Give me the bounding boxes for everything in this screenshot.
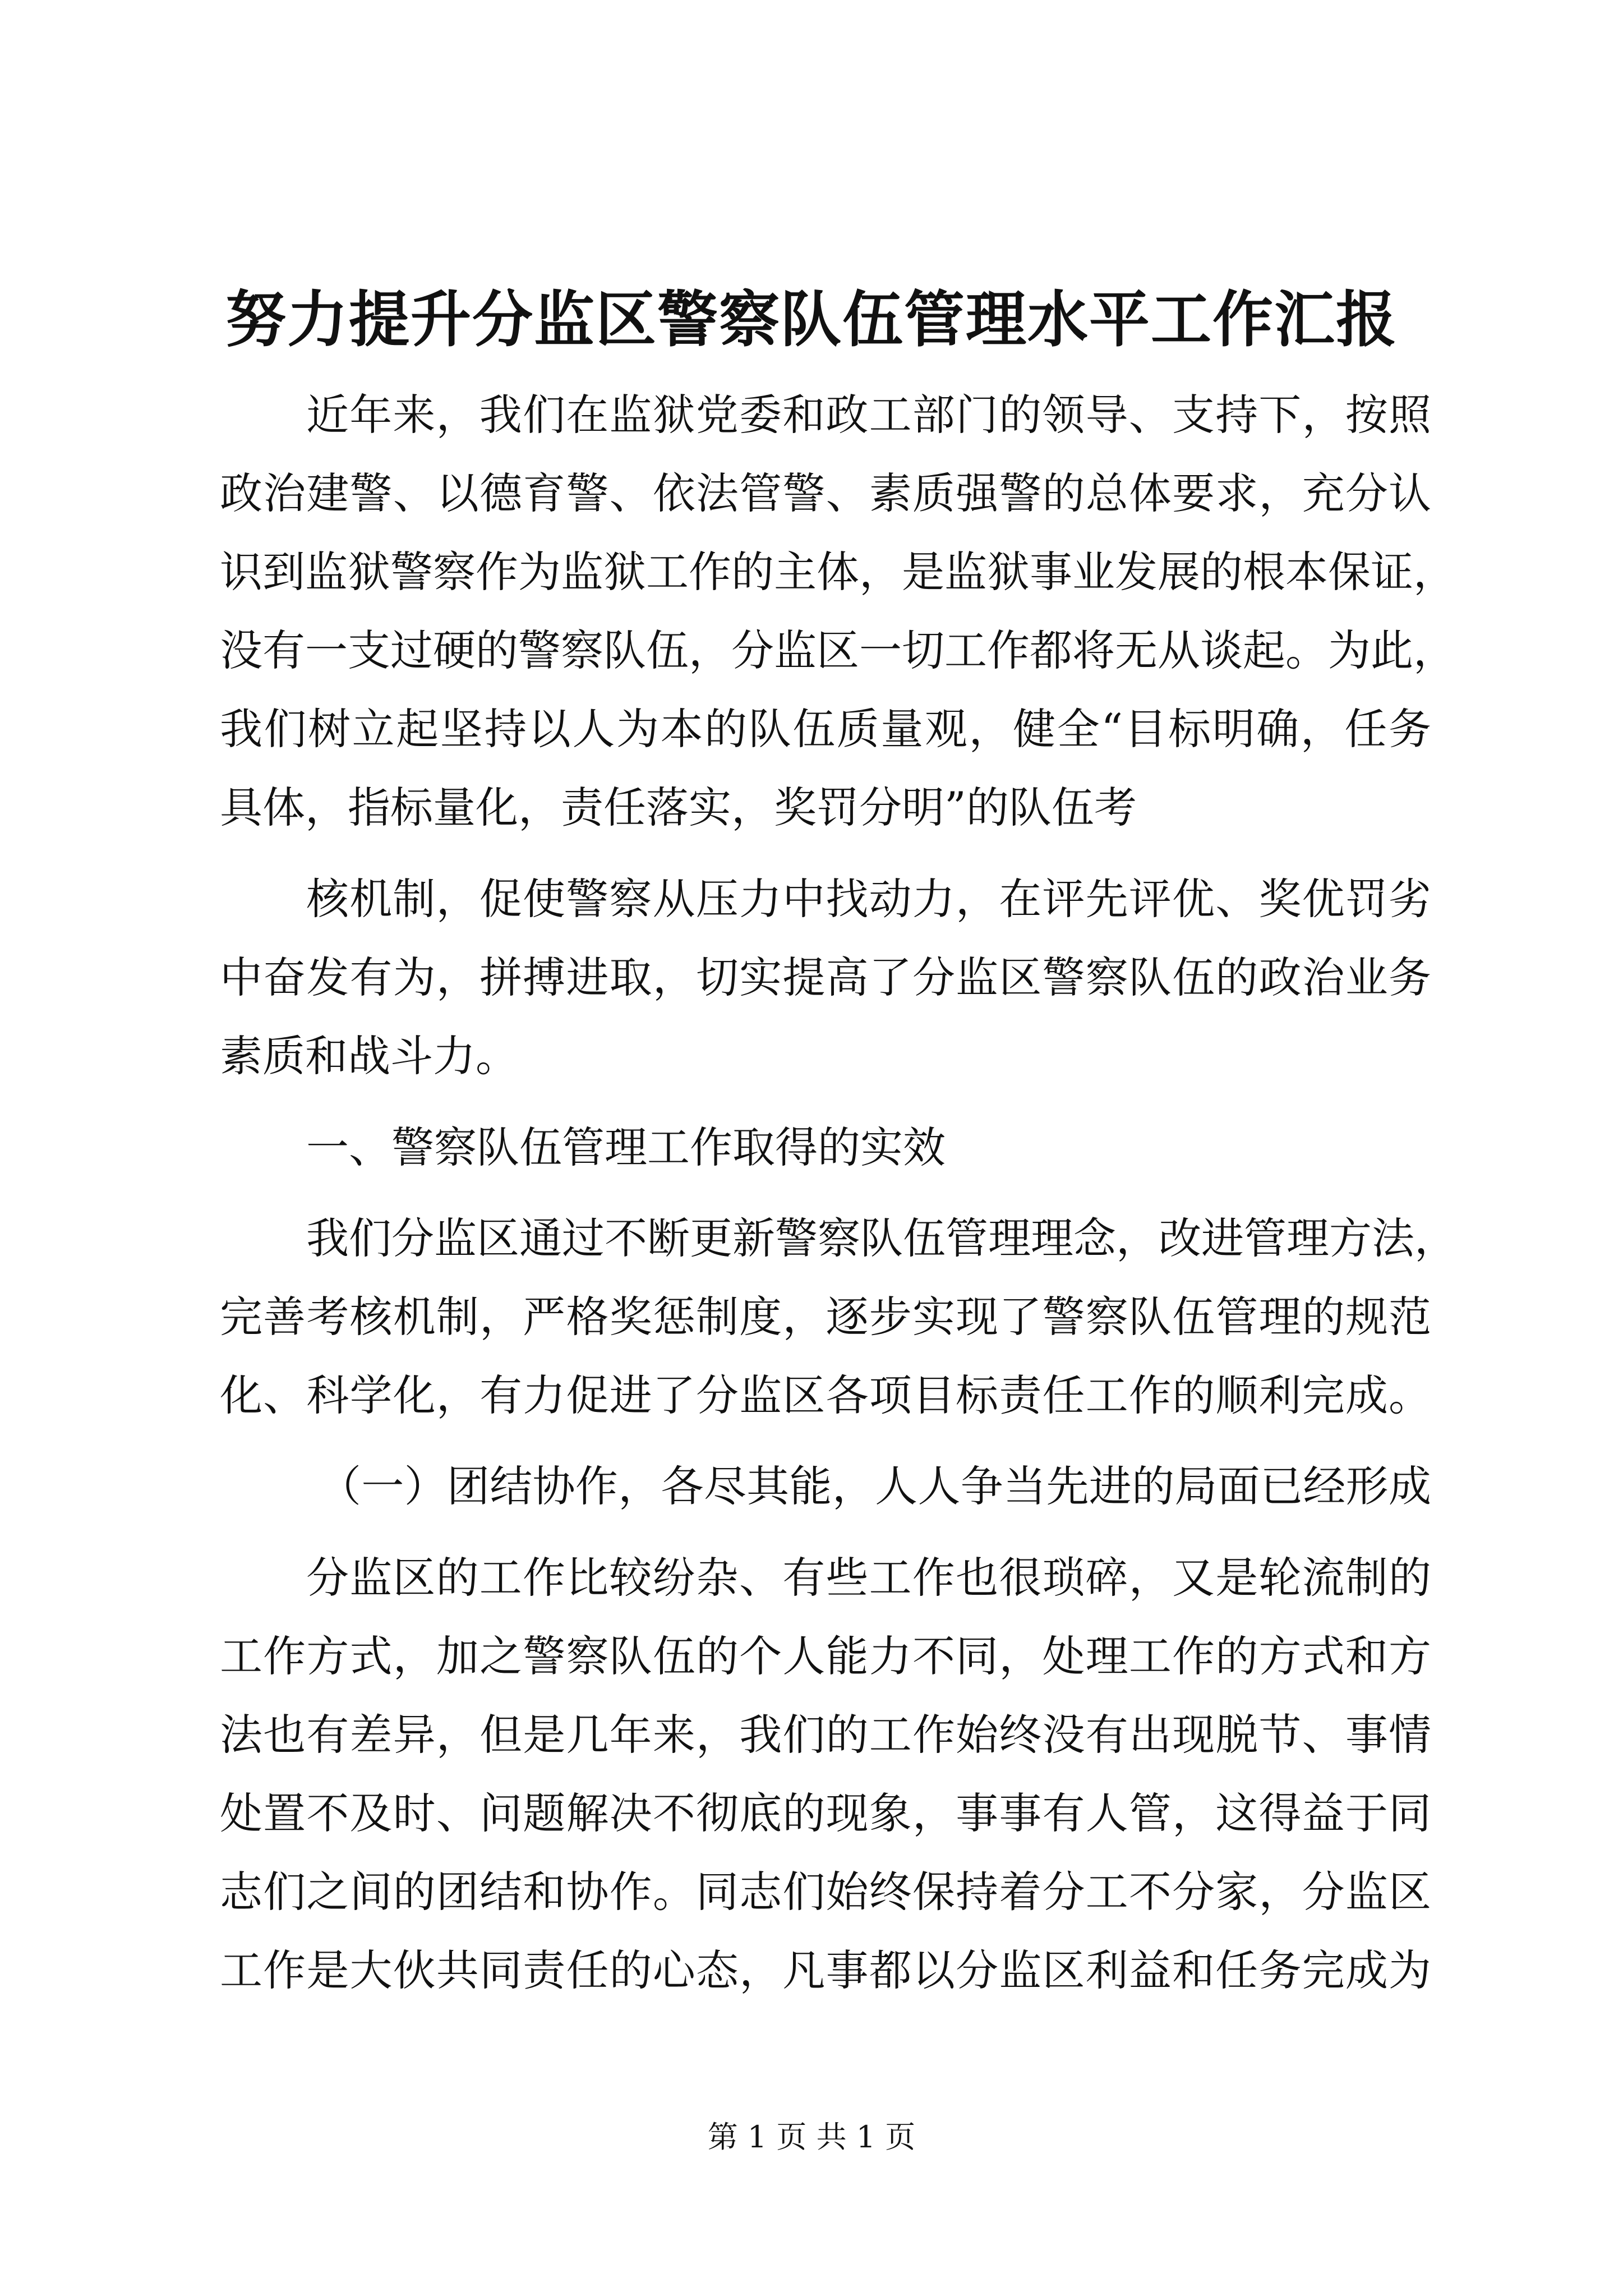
paragraph-line: 志们之间的团结和协作。同志们始终保持着分工不分家，分监区 — [220, 1867, 1431, 1917]
paragraph-line: 近年来，我们在监狱党委和政工部门的领导、支持下，按照 — [306, 390, 1431, 440]
paragraph-line: 工作是大伙共同责任的心态，凡事都以分监区利益和任务完成为 — [220, 1945, 1431, 1995]
subsection-heading: （一）团结协作，各尽其能，人人争当先进的局面已经形成 — [319, 1461, 1431, 1511]
paragraph-line: 中奋发有为，拼搏进取，切实提高了分监区警察队伍的政治业务 — [220, 953, 1431, 1002]
paragraph-line: 工作方式，加之警察队伍的个人能力不同，处理工作的方式和方 — [220, 1631, 1431, 1681]
section-heading: 一、警察队伍管理工作取得的实效 — [306, 1122, 946, 1172]
paragraph-line: 没有一支过硬的警察队伍，分监区一切工作都将无从谈起。为此， — [220, 625, 1456, 675]
paragraph-line: 我们分监区通过不断更新警察队伍管理理念，改进管理方法， — [306, 1213, 1457, 1263]
paragraph-line: 素质和战斗力。 — [220, 1031, 518, 1081]
paragraph-line: 政治建警、以德育警、依法管警、素质强警的总体要求，充分认 — [220, 468, 1431, 518]
paragraph-line: 识到监狱警察作为监狱工作的主体，是监狱事业发展的根本保证， — [220, 547, 1456, 597]
paragraph-line: 处置不及时、问题解决不彻底的现象，事事有人管，这得益于同 — [220, 1788, 1431, 1838]
page-footer: 第 1 页 共 1 页 — [707, 2119, 916, 2155]
document-title: 努力提升分监区警察队伍管理水平工作汇报 — [225, 284, 1398, 355]
paragraph-line: 我们树立起坚持以人为本的队伍质量观，健全“目标明确，任务 — [220, 704, 1431, 754]
paragraph-line: 核机制，促使警察从压力中找动力，在评先评优、奖优罚劣 — [306, 874, 1431, 924]
paragraph-line: 具体，指标量化，责任落实，奖罚分明”的队伍考 — [220, 783, 1137, 832]
paragraph-line: 分监区的工作比较纷杂、有些工作也很琐碎，又是轮流制的 — [306, 1553, 1431, 1603]
paragraph-line: 完善考核机制，严格奖惩制度，逐步实现了警察队伍管理的规范 — [220, 1292, 1431, 1342]
paragraph-line: 化、科学化，有力促进了分监区各项目标责任工作的顺利完成。 — [220, 1370, 1431, 1420]
paragraph-line: 法也有差异，但是几年来，我们的工作始终没有出现脱节、事情 — [220, 1710, 1431, 1760]
